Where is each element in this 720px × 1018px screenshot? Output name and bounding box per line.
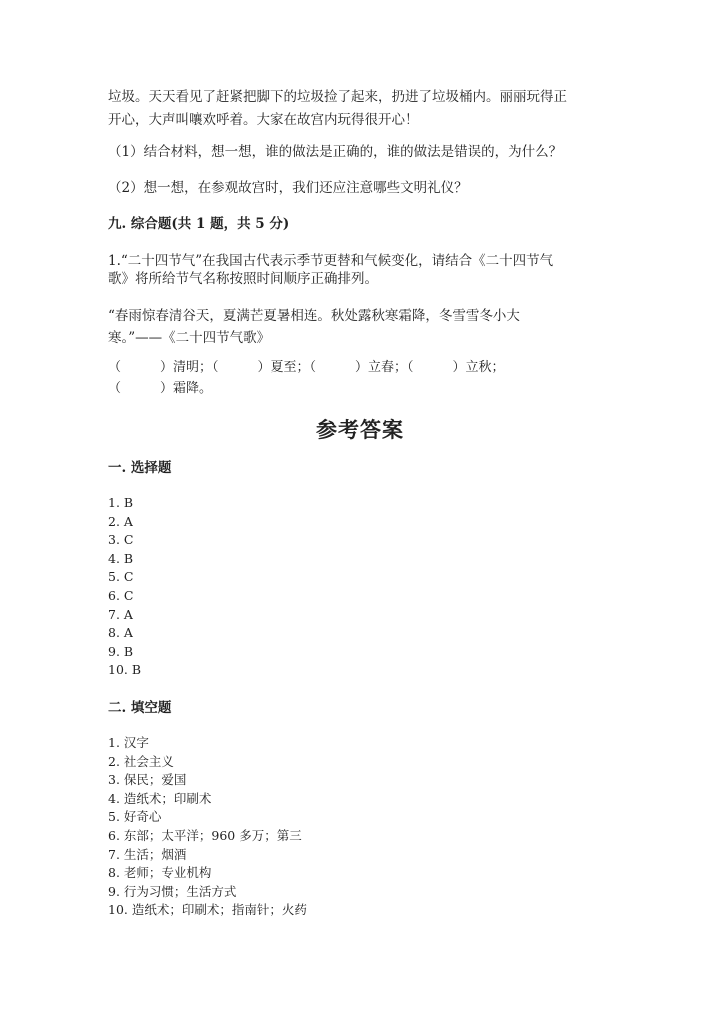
list-item: 5. 好奇心 bbox=[108, 809, 162, 825]
list-item: 5. C bbox=[108, 569, 134, 585]
list-item: 10. 造纸术；印刷术；指南针；火药 bbox=[108, 902, 307, 918]
material-line-2: 开心，大声叫嚷欢呼着。大家在故宫内玩得很开心！ bbox=[108, 112, 419, 128]
blanks-text-2: （ ）霜降。 bbox=[108, 381, 213, 396]
poem-line-2: 寒。”——《二十四节气歌》 bbox=[108, 330, 271, 346]
list-item: 6. 东部；太平洋；960 多万；第三 bbox=[108, 827, 302, 843]
answers-section-1-heading: 一. 选择题 bbox=[108, 460, 172, 476]
answers-section-2-list bbox=[108, 734, 307, 920]
blanks-text-1: （ ）清明；（ ）夏至；（ ）立春；（ ）立秋； bbox=[108, 360, 505, 375]
list-item: 2. 社会主义 bbox=[108, 753, 174, 769]
list-item: 9. B bbox=[108, 643, 134, 659]
section-9-prompt-line-1: 1.“二十四节气”在我国古代表示季节更替和气候变化，请结合《二十四节气 bbox=[108, 253, 554, 269]
list-item: 10. B bbox=[108, 662, 142, 678]
section-9-prompt-line-2: 歌》将所给节气名称按照时间顺序正确排列。 bbox=[108, 271, 378, 287]
list-item: 1. 汉字 bbox=[108, 735, 149, 750]
answers-section-1-list bbox=[108, 494, 141, 680]
list-item: 7. A bbox=[108, 606, 133, 622]
list-item: 7. 生活；烟酒 bbox=[108, 846, 187, 862]
blanks-line-1 bbox=[108, 357, 608, 378]
list-item: 1. B bbox=[108, 495, 134, 510]
section-9-heading: 九. 综合题(共 1 题，共 5 分) bbox=[108, 216, 290, 232]
list-item: 4. B bbox=[108, 550, 134, 566]
question-1: （1）结合材料，想一想，谁的做法是正确的，谁的做法是错误的，为什么？ bbox=[108, 144, 563, 160]
list-item: 3. 保民；爱国 bbox=[108, 772, 187, 788]
poem-line-1: “春雨惊春清谷天，夏满芒夏暑相连。秋处露秋寒霜降，冬雪雪冬小大 bbox=[108, 308, 520, 324]
list-item: 3. C bbox=[108, 532, 134, 548]
list-item: 8. A bbox=[108, 625, 133, 641]
list-item: 4. 造纸术；印刷术 bbox=[108, 790, 212, 806]
material-line-1: 垃圾。天天看见了赶紧把脚下的垃圾捡了起来，扔进了垃圾桶内。丽丽玩得正 bbox=[108, 89, 567, 105]
list-item: 9. 行为习惯；生活方式 bbox=[108, 883, 237, 899]
answers-title: 参考答案 bbox=[316, 417, 404, 442]
list-item: 8. 老师；专业机构 bbox=[108, 865, 212, 881]
list-item: 6. C bbox=[108, 587, 134, 603]
blanks-line-2 bbox=[108, 378, 608, 399]
list-item: 2. A bbox=[108, 513, 133, 529]
question-2: （2）想一想，在参观故宫时，我们还应注意哪些文明礼仪？ bbox=[108, 180, 468, 196]
answers-section-2-heading: 二. 填空题 bbox=[108, 700, 172, 716]
